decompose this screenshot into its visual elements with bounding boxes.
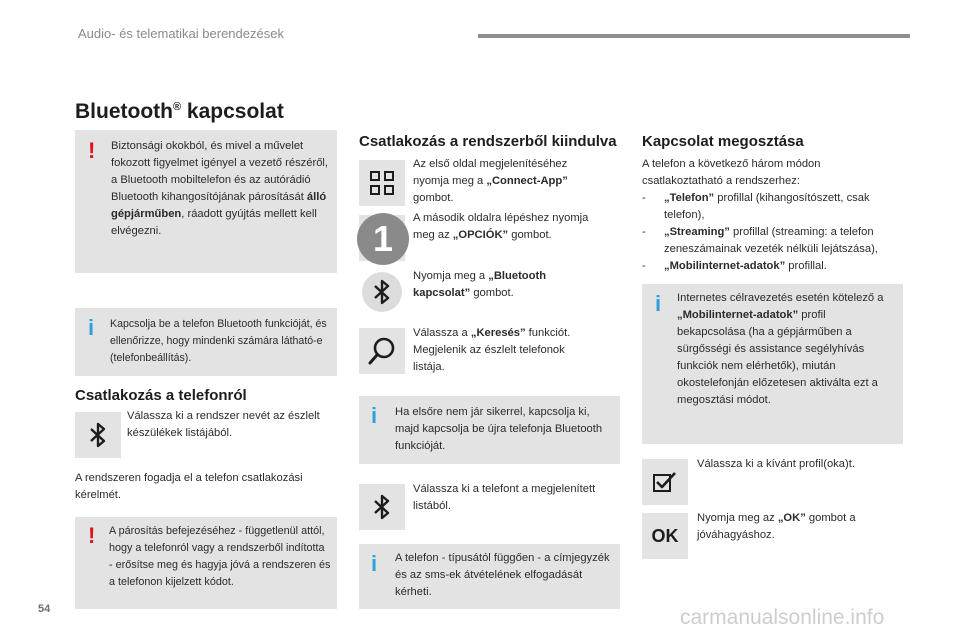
warning-text-1: Biztonsági okokból, és mivel a művelet fokozott figyelmet igényel a vezető részéről, a Bluetooth mobiltelefon és az autórádió Bluetooth kihangosítójának párosítását (111, 140, 329, 203)
step-bluetooth-connection-text (413, 268, 583, 302)
header-rule (478, 34, 910, 38)
step-select-system-text: Válassza ki a rendszer nevét az észlelt készülékek listájából. (127, 410, 320, 439)
step-search-text (413, 325, 598, 376)
section-title-share: Kapcsolat megosztása (642, 133, 804, 150)
step4-text-bold: „Keresés” (470, 327, 526, 339)
profile-list (642, 190, 907, 275)
step1-text-before: Az első oldal megjelenítéséhez nyomja meg a (413, 158, 568, 187)
bluetooth-icon (88, 420, 108, 450)
registered-mark: ® (172, 101, 182, 113)
select-phone-button[interactable] (359, 484, 405, 530)
list-dash: - (642, 192, 646, 204)
select-profile-button[interactable] (642, 459, 688, 505)
search-icon (366, 335, 398, 367)
warning-text-2: , ráadott gyújtás mellett kell elvégezni. (111, 208, 317, 237)
step2-text-bold: „OPCIÓK” (452, 229, 509, 241)
profile-name: „Mobilinternet-adatok” (664, 260, 786, 272)
bluetooth-connection-button[interactable] (362, 272, 402, 312)
step1-text-after: gombot. (413, 192, 454, 204)
step3-text-bold: „Bluetooth kapcsolat” (413, 270, 547, 299)
info-box-bluetooth-visible (75, 308, 337, 376)
bluetooth-button[interactable] (75, 412, 121, 458)
share-intro-text: A telefon a következő három módon csatlakoztatható a rendszerhez: (642, 158, 821, 187)
profile-item-mobile-data (642, 258, 907, 275)
bluetooth-icon (372, 492, 392, 522)
warning-text-safety (111, 138, 329, 240)
list-dash: - (642, 226, 646, 238)
header-title: Audio- és telematikai berendezések (78, 26, 284, 41)
info-text-retry: Ha elsőre nem jár sikerrel, kapcsolja ki, majd kapcsolja be újra telefonja Bluetooth funkcióját. (395, 406, 603, 452)
checkbox-icon (652, 471, 678, 493)
step3-text-before: Nyomja meg a (413, 270, 489, 282)
step1-text-bold: „Connect-App” (486, 175, 568, 187)
profile-name: „Telefon” (664, 192, 715, 204)
info-box-contacts (359, 544, 620, 609)
accept-request-text: A rendszeren fogadja el a telefon csatlakozási kérelmét. (75, 472, 303, 501)
info-text-mobile-data (677, 290, 895, 409)
ok-label: OK (651, 525, 679, 546)
step-number-badge: 1 (357, 213, 409, 265)
step-ok-text (697, 510, 897, 544)
info-text-contacts: A telefon - típusától függően - a címjegyzék és az sms-ek átvételének elfogadását kérheti. (395, 552, 610, 598)
info4-text-bold: „Mobilinternet-adatok” (677, 309, 799, 321)
step-select-phone-text: Válassza ki a telefont a megjelenített listából. (413, 483, 596, 512)
warning-box-safety (75, 130, 337, 273)
watermark: carmanualsonline.info (680, 606, 885, 629)
info-box-retry (359, 396, 620, 464)
search-button[interactable] (359, 328, 405, 374)
info4-text-before: Internetes célravezetés esetén kötelező a (677, 292, 884, 304)
info-icon: i (371, 403, 378, 428)
warning-box-pairing-code (75, 517, 337, 609)
ok-text-bold: „OK” (777, 512, 806, 524)
profile-text (664, 190, 907, 224)
ok-text-after: gombot a jóváhagyáshoz. (697, 512, 856, 541)
info-icon: i (88, 315, 95, 340)
profile-desc: profillal. (785, 260, 827, 272)
ok-button[interactable] (642, 513, 688, 559)
profile-item-streaming (642, 224, 907, 258)
info4-text-after: profil bekapcsolása (ha a gépjárműben a sürgősségi és assistance segélyhívás funkciók nem elérhetők), miután okostelefonján előzetesen aktiválta ezt a megosztási módot. (677, 309, 878, 406)
step4-text-before: Válassza a (413, 327, 471, 339)
step2-text-before: A második oldalra lépéshez nyomja meg az (413, 212, 589, 241)
step4-text-after: funkciót. Megjelenik az észlelt telefonok listája. (413, 327, 571, 373)
ok-text-before: Nyomja meg az (697, 512, 778, 524)
profile-text (664, 224, 907, 258)
page-title (75, 100, 284, 124)
warning-text-pairing: A párosítás befejezéséhez - függetlenül attól, hogy a telefonról vagy a rendszerből indította - erősítse meg és hagyja jóvá a rendszeren és a telefonon kijelzett kódot. (109, 525, 331, 588)
profile-text (664, 258, 827, 275)
grid-icon (369, 170, 395, 196)
page-title-suffix: kapcsolat (181, 100, 284, 123)
info-box-mobile-data (642, 284, 903, 444)
page-title-main: Bluetooth (75, 100, 173, 123)
profile-desc: profillal (kihangosítószett, csak telefon), (664, 192, 870, 221)
warning-icon: ! (88, 138, 96, 163)
section-title-from-system: Csatlakozás a rendszerből kiindulva (359, 133, 617, 150)
page-number: 54 (38, 603, 51, 615)
step-connect-app-text (413, 156, 603, 207)
warning-text-bold: álló gépjárműben (111, 191, 327, 220)
info-icon: i (655, 291, 662, 316)
profile-item-phone (642, 190, 907, 224)
info-text-visible: Kapcsolja be a telefon Bluetooth funkcióját, és ellenőrizze, hogy mindenki számára látható-e (telefonbeállítás). (110, 318, 327, 364)
profile-desc: profillal (streaming: a telefon zeneszámainak vezeték nélküli lejátszása), (664, 226, 878, 255)
info-icon: i (371, 551, 378, 576)
connect-app-button[interactable] (359, 160, 405, 206)
profile-name: „Streaming” (664, 226, 730, 238)
section-title-from-phone: Csatlakozás a telefonról (75, 387, 247, 404)
warning-icon: ! (88, 523, 96, 548)
list-dash: - (642, 260, 646, 272)
step2-text-after: gombot. (508, 229, 552, 241)
bluetooth-icon (372, 278, 392, 306)
step-select-profile-text: Válassza ki a kívánt profil(oka)t. (697, 458, 855, 470)
step3-text-after: gombot. (470, 287, 514, 299)
step-options-text (413, 210, 613, 244)
